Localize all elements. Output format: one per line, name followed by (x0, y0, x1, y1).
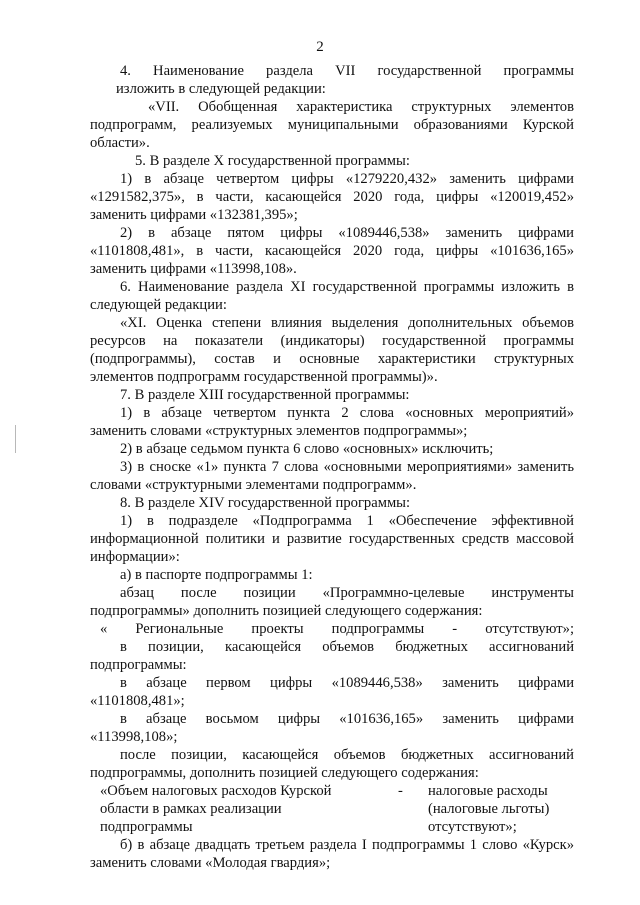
text-line: 5. В разделе Х государственной программы: (135, 153, 410, 169)
text-line: подпрограммы: (90, 657, 187, 673)
text-line: «113998,108»; (90, 729, 178, 745)
text-line: 3) в сноске «1» пункта 7 слова «основными мероприятиями» заменить (120, 459, 574, 475)
table-cell: области в рамках реализации (100, 801, 282, 817)
page-number: 2 (316, 39, 324, 55)
text-line: «XI. Оценка степени влияния выделения дополнительных объемов (120, 315, 574, 331)
text-line: в позиции, касающейся объемов бюджетных ассигнований (120, 639, 574, 655)
table-cell: (налоговые льготы) (428, 801, 550, 817)
text-line: области». (90, 135, 150, 151)
text-line: 6. Наименование раздела XI государственной программы изложить в (120, 279, 574, 295)
text-line: «VII. Обобщенная характеристика структурных элементов (148, 99, 574, 115)
table-cell: «Объем налоговых расходов Курской (100, 783, 332, 799)
text-line: подпрограммы, дополнить позицией следующего содержания: (90, 765, 479, 781)
text-line: ресурсов на показатели (индикаторы) государственной программы (90, 333, 574, 349)
table-cell: - (398, 783, 403, 799)
text-line: информационной политики и развитие государственных средств массовой (90, 531, 574, 547)
text-line: 1) в абзаце четвертом цифры «1279220,432» заменить цифрами (120, 171, 574, 187)
text-line: 2) в абзаце пятом цифры «1089446,538» заменить цифрами (120, 225, 574, 241)
text-line: после позиции, касающейся объемов бюджетных ассигнований (120, 747, 574, 763)
table-cell: налоговые расходы (428, 783, 548, 799)
text-line: заменить словами «Молодая гвардия»; (90, 855, 331, 871)
text-line: в абзаце восьмом цифры «101636,165» заменить цифрами (120, 711, 574, 727)
text-line: 2) в абзаце седьмом пункта 6 слово «основных» исключить; (120, 441, 494, 457)
text-line: заменить цифрами «132381,395»; (90, 207, 298, 223)
text-line: подпрограммы» дополнить позицией следующего содержания: (90, 603, 483, 619)
text-line: 1) в подразделе «Подпрограмма 1 «Обеспечение эффективной (120, 513, 574, 529)
text-line: 4. Наименование раздела VII государственной программы (120, 63, 574, 79)
text-line: абзац после позиции «Программно-целевые инструменты (120, 585, 574, 601)
text-line: «1291582,375», в части, касающейся 2020 года, цифры «120019,452» (90, 189, 574, 205)
text-line: а) в паспорте подпрограммы 1: (120, 567, 313, 583)
text-line: в абзаце первом цифры «1089446,538» заменить цифрами (120, 675, 574, 691)
text-line: 7. В разделе XIII государственной программы: (120, 387, 410, 403)
text-line: 1) в абзаце четвертом пункта 2 слова «основных мероприятий» (120, 405, 574, 421)
text-line: элементов подпрограмм государственной программы)». (90, 369, 438, 385)
table-cell: отсутствуют»; (428, 819, 517, 835)
text-line: «1101808,481»; (90, 693, 185, 709)
table-cell: подпрограммы (100, 819, 193, 835)
text-line: 8. В разделе XIV государственной программы: (120, 495, 411, 511)
text-line: изложить в следующей редакции: (116, 81, 326, 97)
margin-mark (15, 425, 16, 453)
text-line: подпрограмм, реализуемых муниципальными образованиями Курской (90, 117, 574, 133)
text-line: словами «структурными элементами подпрограмм». (90, 477, 417, 493)
text-line: следующей редакции: (90, 297, 227, 313)
text-line: заменить словами «структурных элементов подпрограммы»; (90, 423, 468, 439)
text-line: информации»: (90, 549, 180, 565)
text-line: (подпрограммы), состав и основные характеристики структурных (90, 351, 574, 367)
text-line: б) в абзаце двадцать третьем раздела I подпрограммы 1 слово «Курск» (120, 837, 574, 853)
text-line: « Региональные проекты подпрограммы - отсутствуют»; (100, 621, 574, 637)
text-line: заменить цифрами «113998,108». (90, 261, 297, 277)
text-line: «1101808,481», в части, касающейся 2020 года, цифры «101636,165» (90, 243, 574, 259)
